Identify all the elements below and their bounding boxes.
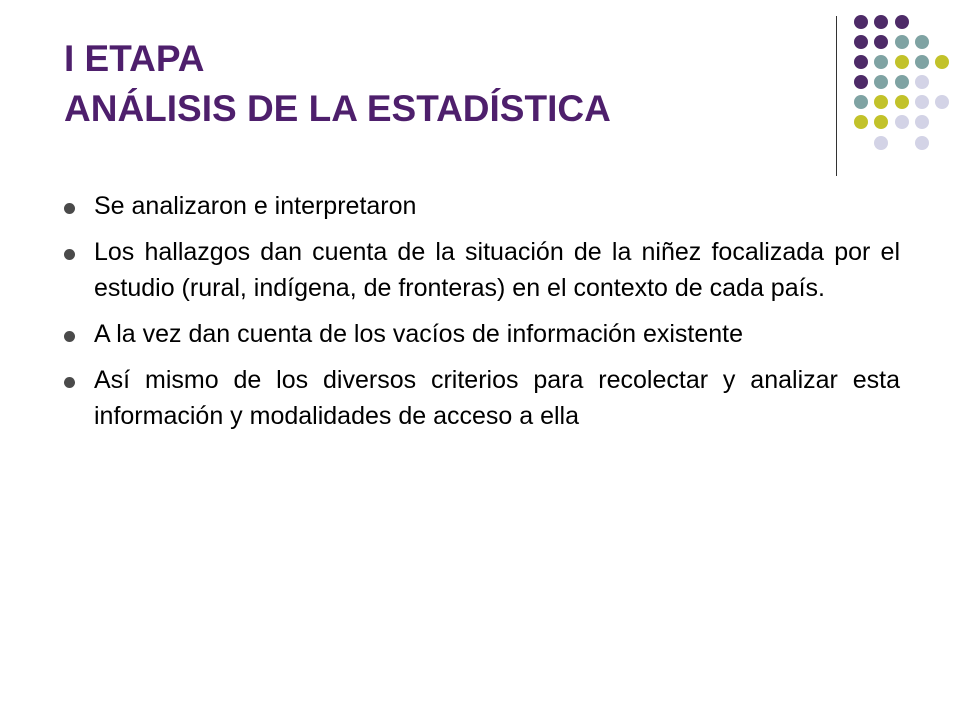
decorative-dot bbox=[895, 75, 909, 89]
decorative-dot bbox=[854, 55, 868, 69]
decorative-dot bbox=[915, 136, 929, 150]
decorative-dot bbox=[915, 75, 929, 89]
decorative-dot bbox=[895, 35, 909, 49]
list-item bbox=[60, 316, 900, 352]
decorative-dot bbox=[854, 35, 868, 49]
list-item bbox=[60, 362, 900, 434]
decorative-dot bbox=[874, 35, 888, 49]
decorative-dot bbox=[915, 115, 929, 129]
decorative-dot bbox=[874, 136, 888, 150]
decorative-dot bbox=[935, 55, 949, 69]
bullet-text: Los hallazgos dan cuenta de la situación de la niñez focalizada por el estudio (rural, indígena, de fronteras) en el contexto de cada país. bbox=[94, 238, 900, 302]
decorative-dot bbox=[895, 115, 909, 129]
decorative-dot bbox=[895, 95, 909, 109]
decorative-dot bbox=[854, 75, 868, 89]
list-item bbox=[60, 188, 900, 224]
bullet-list bbox=[60, 188, 900, 444]
decorative-dot bbox=[854, 115, 868, 129]
decorative-dot bbox=[874, 115, 888, 129]
bullet-text: Se analizaron e interpretaron bbox=[94, 192, 417, 220]
bullet-text: Así mismo de los diversos criterios para recolectar y analizar esta información y modalidades de acceso a ella bbox=[94, 366, 900, 430]
list-item bbox=[60, 234, 900, 306]
bullet-icon bbox=[64, 249, 75, 260]
vertical-divider bbox=[836, 16, 837, 176]
decorative-dot bbox=[915, 95, 929, 109]
decorative-dot bbox=[895, 55, 909, 69]
slide-title bbox=[64, 34, 804, 134]
decorative-dot bbox=[895, 15, 909, 29]
bullet-text: A la vez dan cuenta de los vacíos de información existente bbox=[94, 320, 743, 348]
decorative-dot bbox=[874, 15, 888, 29]
title-line-2: ANÁLISIS DE LA ESTADÍSTICA bbox=[64, 88, 611, 129]
decorative-dot bbox=[874, 55, 888, 69]
decorative-dot bbox=[854, 15, 868, 29]
decorative-dot bbox=[874, 75, 888, 89]
decorative-dot bbox=[915, 35, 929, 49]
decorative-dot bbox=[915, 55, 929, 69]
bullet-icon bbox=[64, 203, 75, 214]
decorative-dot bbox=[935, 95, 949, 109]
title-line-1: I ETAPA bbox=[64, 38, 205, 79]
decorative-dot bbox=[874, 95, 888, 109]
bullet-icon bbox=[64, 331, 75, 342]
bullet-icon bbox=[64, 377, 75, 388]
decorative-dot bbox=[854, 95, 868, 109]
